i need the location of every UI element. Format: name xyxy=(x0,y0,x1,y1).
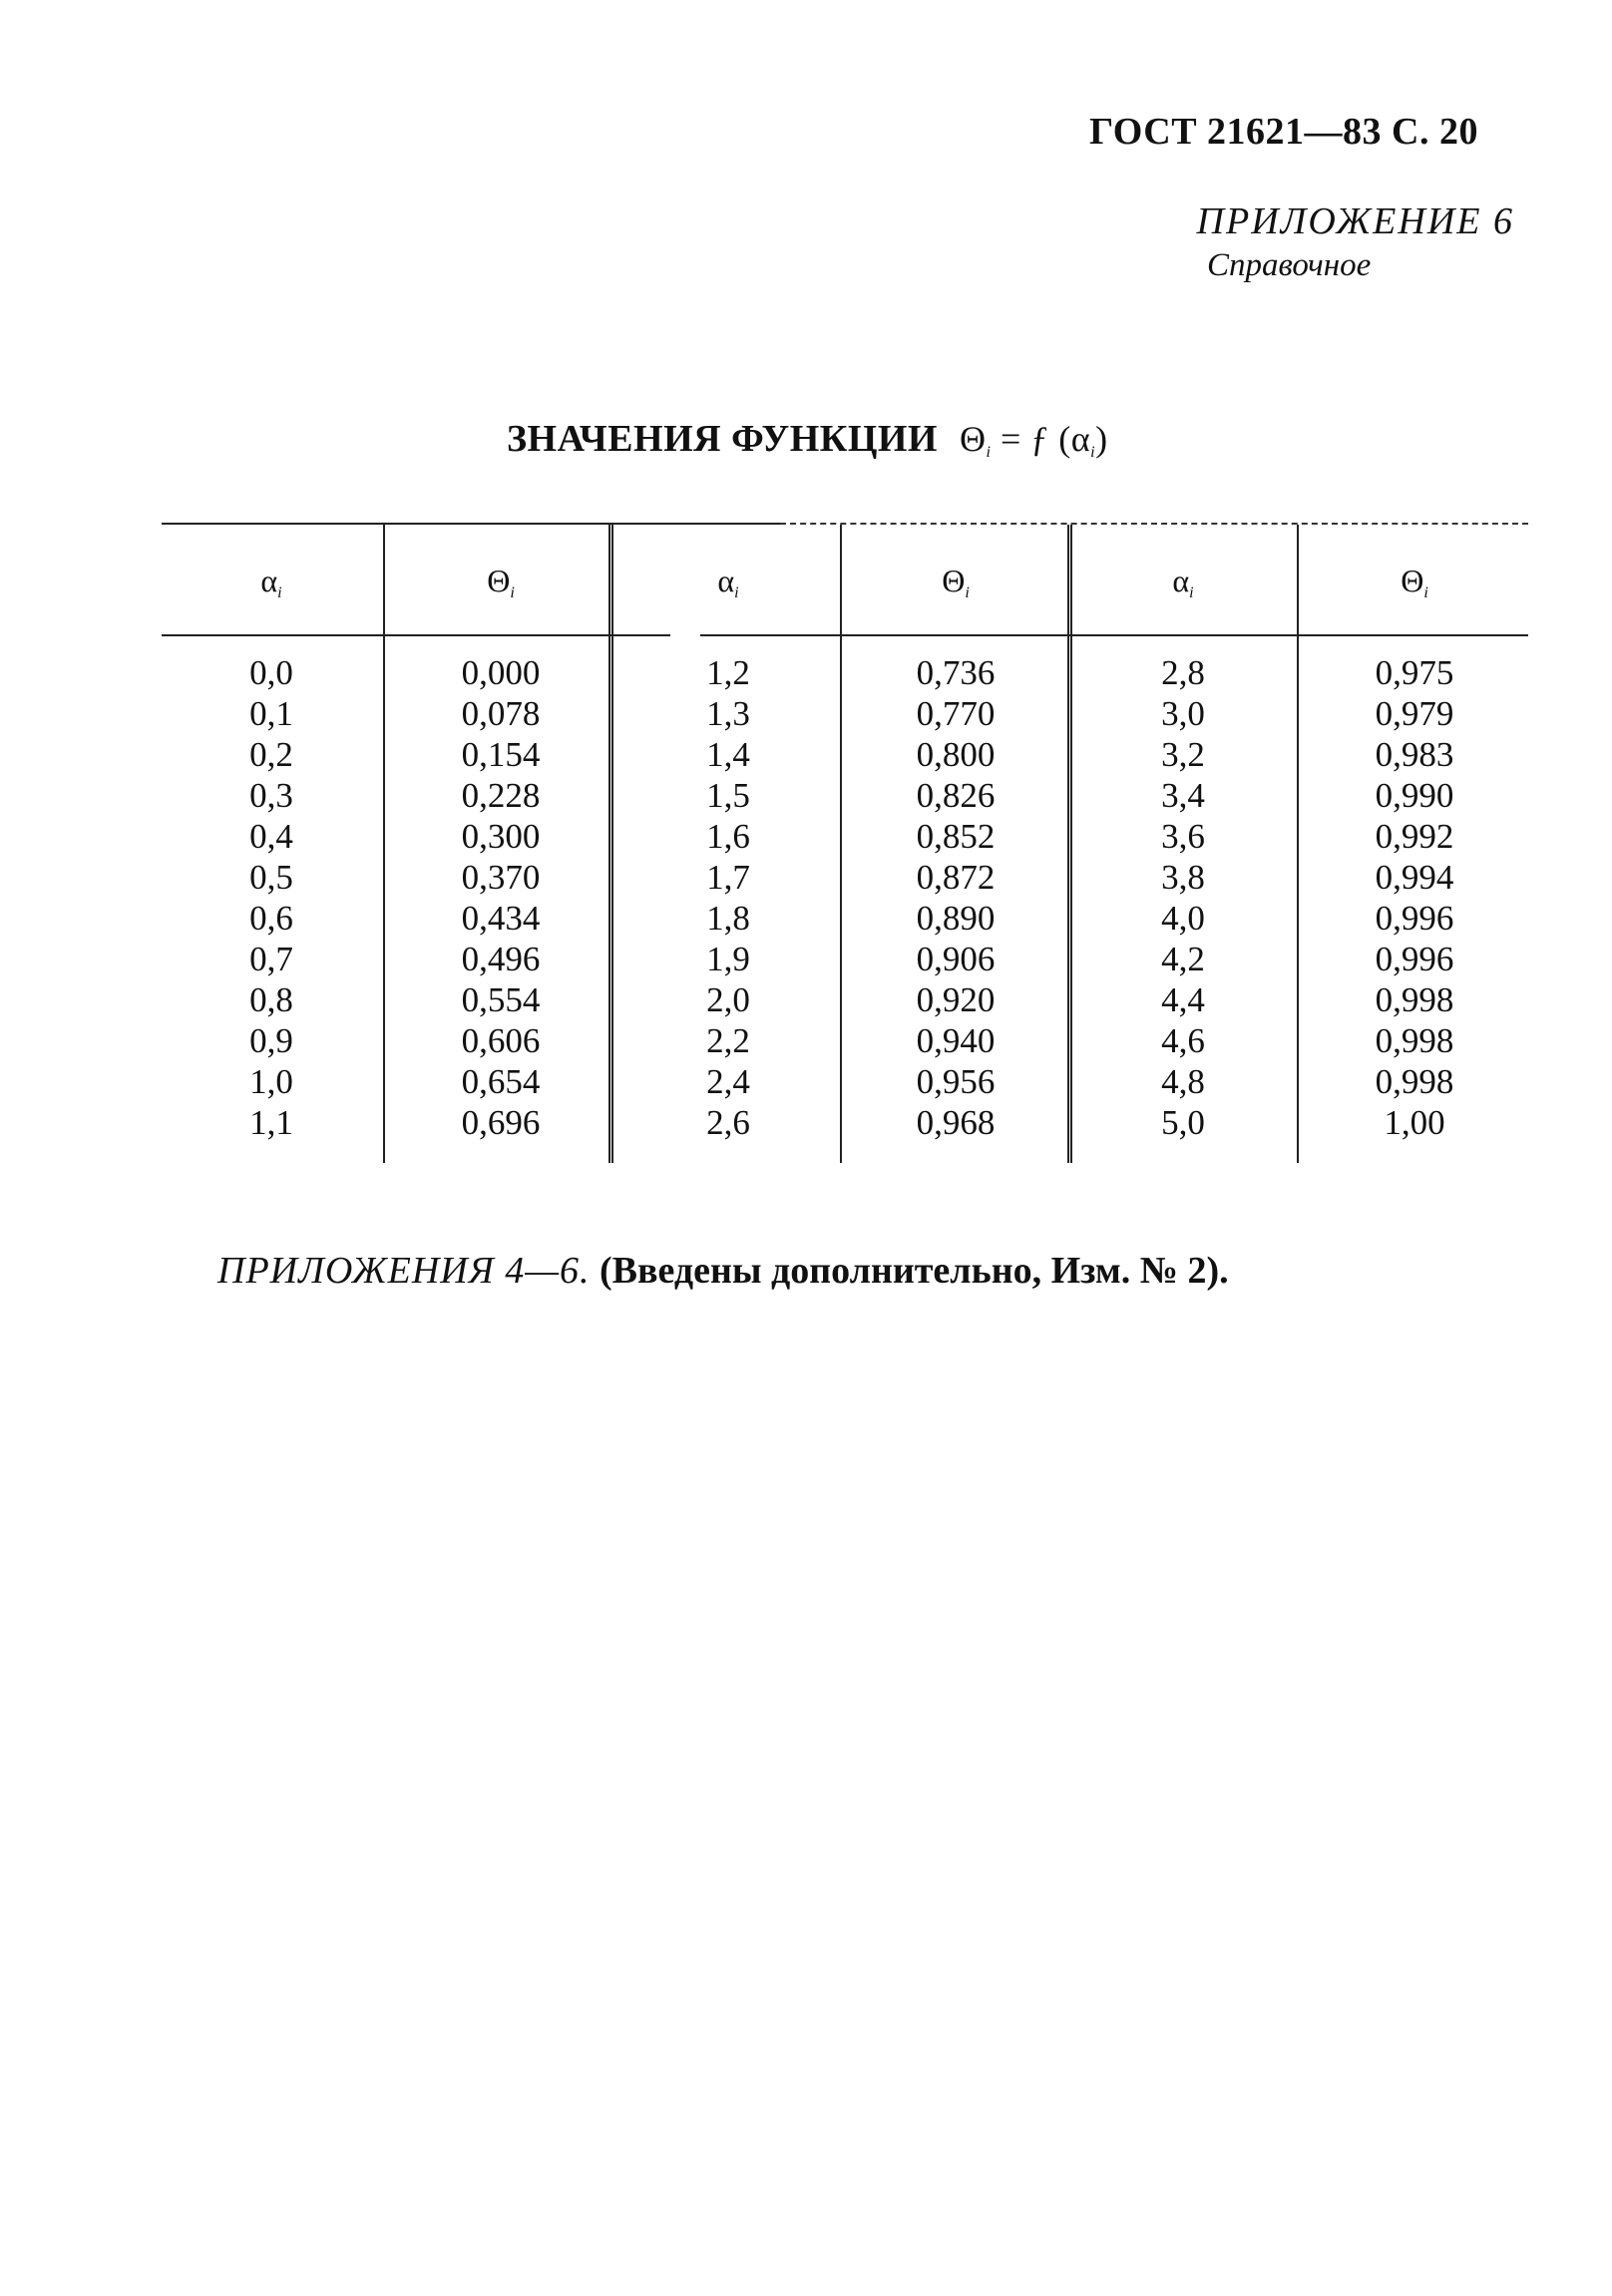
header-alpha-1: $\alpha_i$ xyxy=(260,563,282,601)
table-cell: 0,826 xyxy=(916,776,996,815)
table-cell: 0,000 xyxy=(461,653,541,692)
table-cell: 2,0 xyxy=(706,980,750,1019)
table-cell: 1,5 xyxy=(706,776,750,815)
table-cell: 4,8 xyxy=(1161,1062,1205,1101)
table-cell: 0,696 xyxy=(461,1103,541,1142)
footnote-amendment: (Введены дополнительно, Изм. № 2). xyxy=(600,1250,1229,1292)
column-theta-1 xyxy=(391,652,610,1143)
table-cell: 5,0 xyxy=(1161,1103,1205,1142)
table-cell: 0,078 xyxy=(461,694,541,733)
table-cell: 2,8 xyxy=(1161,653,1205,692)
column-divider xyxy=(1297,525,1299,1163)
table-cell: 0,434 xyxy=(461,899,541,938)
table-cell: 1,8 xyxy=(706,899,750,938)
table-cell: 0,852 xyxy=(916,817,996,856)
table-cell: 0,906 xyxy=(916,940,996,978)
table-cell: 0,554 xyxy=(461,980,541,1019)
table-cell: 4,0 xyxy=(1161,899,1205,938)
table-cell: 3,2 xyxy=(1161,735,1205,774)
formula-theta-sub: i xyxy=(986,444,992,461)
table-cell: 0,496 xyxy=(461,940,541,978)
column-divider-double xyxy=(1067,525,1072,1163)
table-cell: 0,300 xyxy=(461,817,541,856)
table-header-rule xyxy=(700,634,1528,636)
table-cell: 2,2 xyxy=(706,1021,750,1060)
table-cell: 0,975 xyxy=(1375,653,1454,692)
table-cell: 0,154 xyxy=(461,735,541,774)
table-cell: 1,3 xyxy=(706,694,750,733)
column-theta-2 xyxy=(846,652,1065,1143)
function-values-table xyxy=(162,523,1528,1171)
table-cell: 0,940 xyxy=(916,1021,996,1060)
table-cell: 0,994 xyxy=(1375,858,1454,897)
table-cell: 0,979 xyxy=(1375,694,1454,733)
table-cell: 0,654 xyxy=(461,1062,541,1101)
table-cell: 4,4 xyxy=(1161,980,1205,1019)
appendix-type: Справочное xyxy=(1207,247,1372,283)
table-cell: 0,370 xyxy=(461,858,541,897)
column-alpha-2 xyxy=(618,652,838,1143)
table-cell: 1,2 xyxy=(706,653,750,692)
table-cell: 0,996 xyxy=(1375,899,1454,938)
table-cell: 0,8 xyxy=(249,980,293,1019)
footnote-appendices: ПРИЛОЖЕНИЯ 4—6. xyxy=(217,1250,591,1292)
footnote xyxy=(217,1249,1229,1293)
table-cell: 0,998 xyxy=(1375,980,1454,1019)
table-cell: 0,6 xyxy=(249,899,293,938)
formula-theta: Θ xyxy=(960,419,987,459)
table-cell: 1,0 xyxy=(249,1062,293,1101)
table-cell: 2,6 xyxy=(706,1103,750,1142)
table-cell: 0,0 xyxy=(249,653,293,692)
formula-close: ) xyxy=(1095,419,1108,459)
table-cell: 0,996 xyxy=(1375,940,1454,978)
column-alpha-1 xyxy=(162,652,381,1143)
table-top-rule xyxy=(162,523,780,525)
table-title-text: ЗНАЧЕНИЯ ФУНКЦИИ xyxy=(507,418,938,460)
table-cell: 0,968 xyxy=(916,1103,996,1142)
table-cell: 0,770 xyxy=(916,694,996,733)
header-theta-1: $\Theta_i$ xyxy=(487,563,515,601)
table-cell: 3,8 xyxy=(1161,858,1205,897)
table-cell: 1,1 xyxy=(249,1103,293,1142)
column-divider xyxy=(840,525,842,1163)
column-theta-3 xyxy=(1305,652,1524,1143)
table-cell: 0,4 xyxy=(249,817,293,856)
column-divider xyxy=(383,525,385,1163)
table-cell: 0,800 xyxy=(916,735,996,774)
table-cell: 3,4 xyxy=(1161,776,1205,815)
table-title xyxy=(507,417,1108,462)
table-cell: 0,606 xyxy=(461,1021,541,1060)
table-cell: 0,3 xyxy=(249,776,293,815)
table-cell: 3,6 xyxy=(1161,817,1205,856)
formula-alpha-sub: i xyxy=(1090,444,1096,461)
table-cell: 4,2 xyxy=(1161,940,1205,978)
document-code: ГОСТ 21621—83 С. 20 xyxy=(1089,111,1478,153)
table-cell: 0,998 xyxy=(1375,1062,1454,1101)
table-top-rule-dashed xyxy=(780,523,1528,525)
table-cell: 0,5 xyxy=(249,858,293,897)
table-cell: 1,9 xyxy=(706,940,750,978)
table-cell: 0,983 xyxy=(1375,735,1454,774)
table-cell: 0,2 xyxy=(249,735,293,774)
table-cell: 0,990 xyxy=(1375,776,1454,815)
table-cell: 1,6 xyxy=(706,817,750,856)
table-cell: 0,872 xyxy=(916,858,996,897)
table-cell: 0,956 xyxy=(916,1062,996,1101)
table-cell: 3,0 xyxy=(1161,694,1205,733)
table-cell: 0,920 xyxy=(916,980,996,1019)
formula-equals: = ƒ (α xyxy=(1000,419,1091,459)
table-cell: 0,1 xyxy=(249,694,293,733)
table-cell: 1,00 xyxy=(1384,1103,1445,1142)
table-cell: 0,228 xyxy=(461,776,541,815)
table-cell: 0,890 xyxy=(916,899,996,938)
column-alpha-3 xyxy=(1073,652,1293,1143)
table-cell: 4,6 xyxy=(1161,1021,1205,1060)
appendix-title: ПРИЛОЖЕНИЕ 6 xyxy=(1196,200,1514,242)
header-alpha-2: $\alpha_i$ xyxy=(717,563,739,601)
table-title-formula xyxy=(960,419,1108,459)
table-cell: 0,998 xyxy=(1375,1021,1454,1060)
header-alpha-3: $\alpha_i$ xyxy=(1172,563,1194,601)
table-cell: 0,992 xyxy=(1375,817,1454,856)
table-cell: 0,7 xyxy=(249,940,293,978)
table-cell: 0,9 xyxy=(249,1021,293,1060)
table-cell: 0,736 xyxy=(916,653,996,692)
header-theta-3: $\Theta_i$ xyxy=(1401,563,1428,601)
table-cell: 1,4 xyxy=(706,735,750,774)
table-cell: 2,4 xyxy=(706,1062,750,1101)
table-header-rule xyxy=(162,634,670,636)
header-theta-2: $\Theta_i$ xyxy=(942,563,970,601)
table-cell: 1,7 xyxy=(706,858,750,897)
